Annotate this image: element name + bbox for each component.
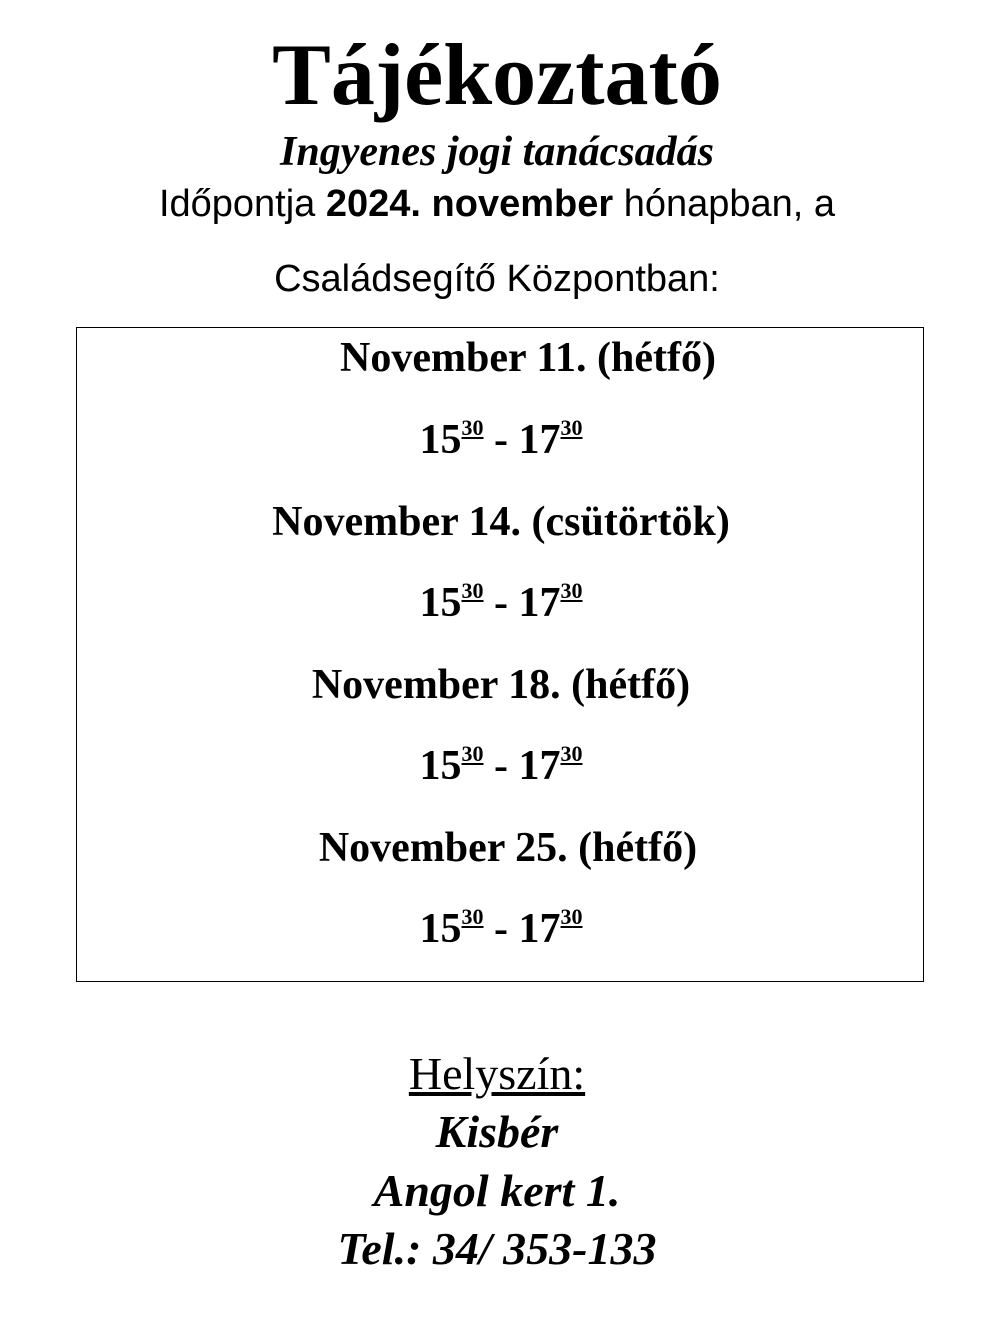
location-city: Kisbér xyxy=(435,1106,559,1157)
end-minute: 30 xyxy=(560,741,583,766)
schedule-time-4 xyxy=(77,905,925,953)
start-hour: 15 xyxy=(419,906,462,952)
schedule-day-3: November 18. (hétfő) xyxy=(311,662,691,708)
schedule-time-3 xyxy=(77,742,925,790)
intro-prefix: Időpontja xyxy=(158,183,326,225)
end-minute: 30 xyxy=(560,904,583,929)
end-hour: 17 xyxy=(518,743,561,789)
start-hour: 15 xyxy=(419,743,462,789)
start-minute: 30 xyxy=(461,741,484,766)
location-street: Angol kert 1. xyxy=(373,1165,621,1216)
time-dash: - xyxy=(483,417,519,463)
location-label: Helyszín: xyxy=(408,1048,586,1099)
end-minute: 30 xyxy=(560,415,583,440)
end-hour: 17 xyxy=(518,580,561,626)
start-hour: 15 xyxy=(419,580,462,626)
page-title: Tájékoztató xyxy=(272,27,722,124)
location-phone: Tel.: 34/ 353-133 xyxy=(337,1223,657,1274)
time-dash: - xyxy=(483,906,519,952)
time-dash: - xyxy=(483,743,519,789)
start-hour: 15 xyxy=(419,417,462,463)
start-minute: 30 xyxy=(461,415,484,440)
schedule-day-4: November 25. (hétfő) xyxy=(318,825,698,871)
intro-suffix: hónapban, a xyxy=(613,183,836,225)
intro-line xyxy=(0,182,994,226)
subtitle: Ingyenes jogi tanácsadás xyxy=(279,129,715,175)
start-minute: 30 xyxy=(461,904,484,929)
schedule-time-2 xyxy=(77,579,925,627)
start-minute: 30 xyxy=(461,578,484,603)
intro-location-line: Családsegítő Központban: xyxy=(274,258,720,300)
intro-date: 2024. november xyxy=(325,183,614,225)
time-dash: - xyxy=(483,580,519,626)
schedule-time-1 xyxy=(77,416,925,464)
schedule-day-1: November 11. (hétfő) xyxy=(340,335,716,381)
schedule-box xyxy=(76,327,924,982)
end-hour: 17 xyxy=(518,906,561,952)
end-minute: 30 xyxy=(560,578,583,603)
end-hour: 17 xyxy=(518,417,561,463)
schedule-day-2: November 14. (csütörtök) xyxy=(272,499,730,545)
